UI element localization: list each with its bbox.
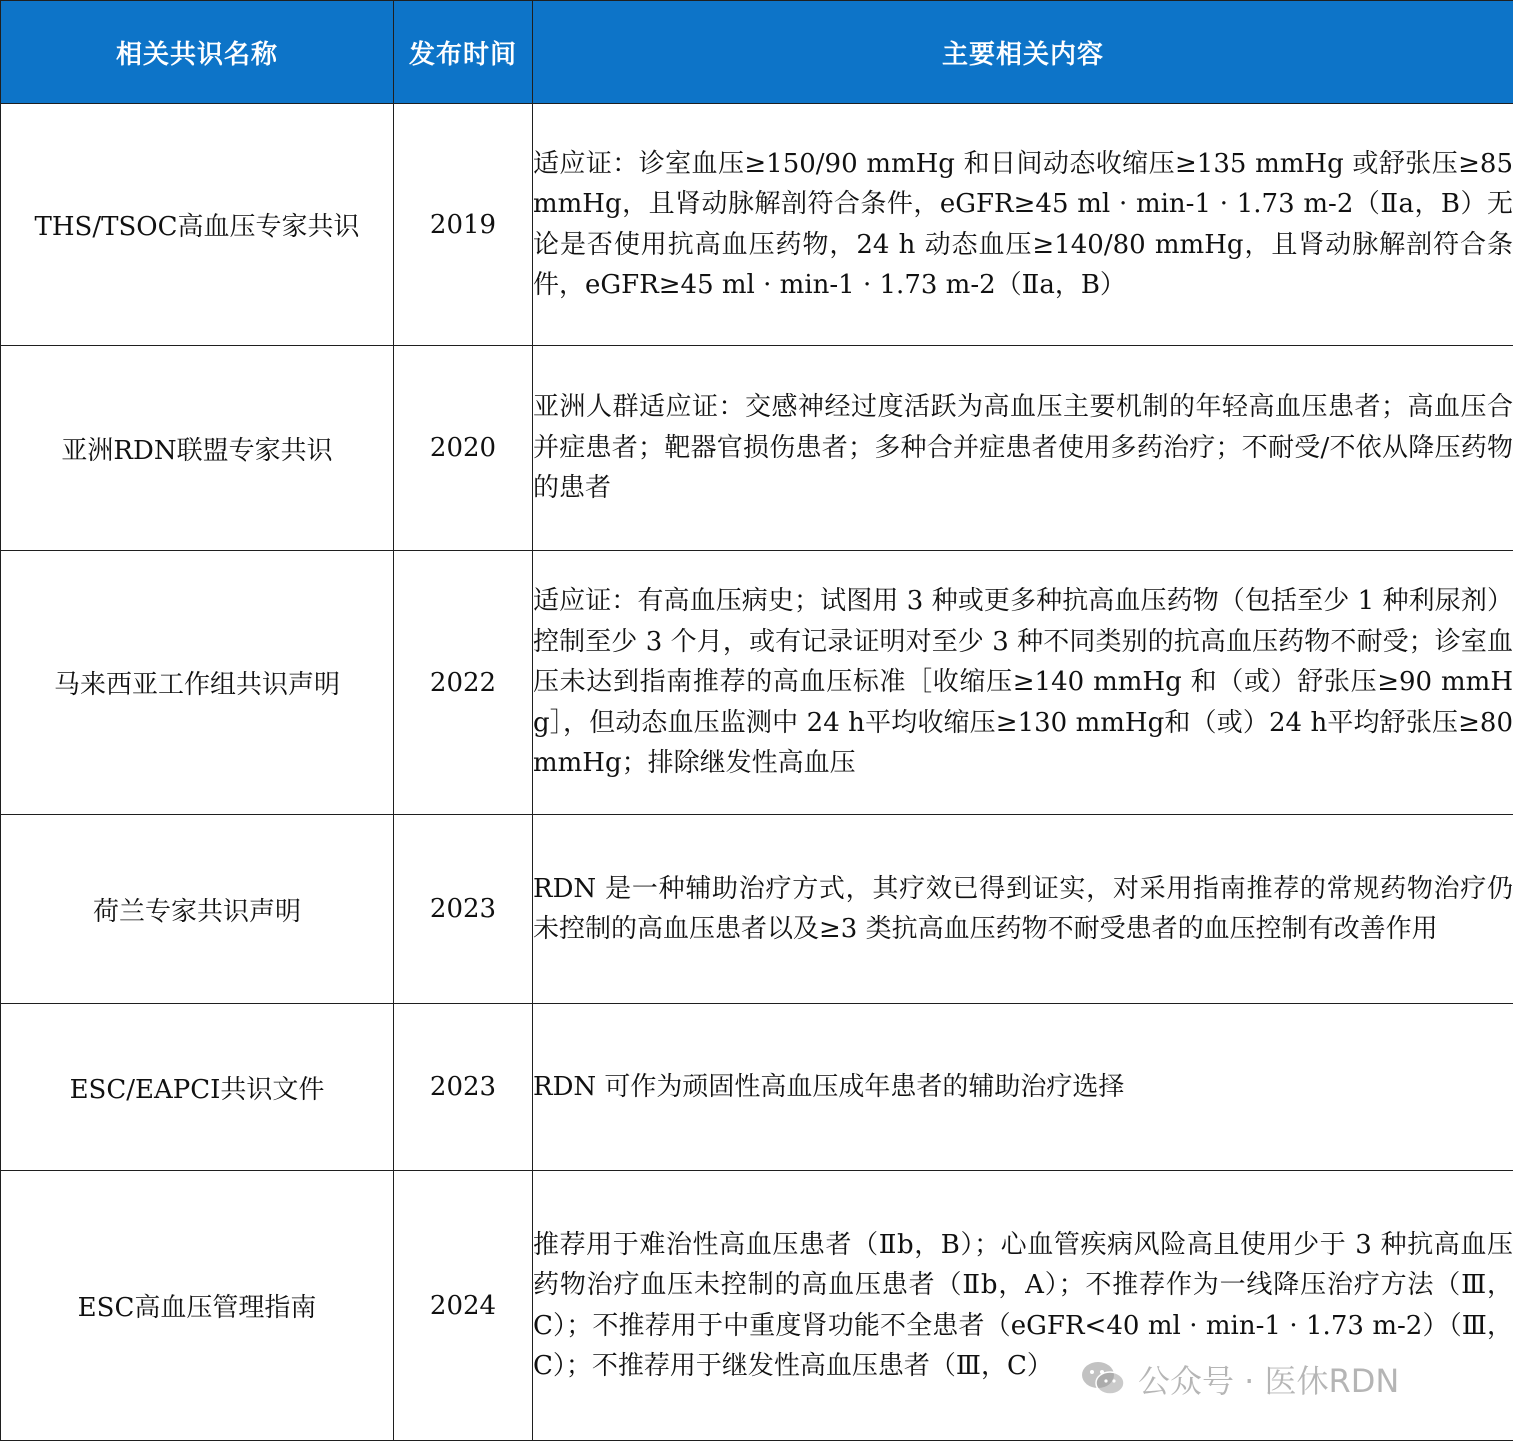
header-row: [1, 1, 1513, 104]
header-release-year: 发布时间: [394, 1, 533, 104]
table-row: [1, 104, 1513, 346]
wechat-icon: [1080, 1359, 1126, 1399]
table-row: [1, 346, 1513, 551]
main-content-cell: RDN 可作为顽固性高血压成年患者的辅助治疗选择: [533, 1004, 1513, 1171]
release-year-cell: 2023: [394, 815, 533, 1004]
header-consensus-name: 相关共识名称: [1, 1, 394, 104]
header-main-content: 主要相关内容: [533, 1, 1513, 104]
consensus-name-cell: 马来西亚工作组共识声明: [1, 551, 394, 815]
consensus-name-cell: ESC/EAPCI共识文件: [1, 1004, 394, 1171]
table-body: [1, 104, 1513, 1441]
main-content-cell: 适应证：诊室血压≥150/90 mmHg 和日间动态收缩压≥135 mmHg 或舒张压≥85 mmHg，且肾动脉解剖符合条件，eGFR≥45 ml · min-1 · 1.73 m-2（Ⅱa，B）无论是否使用抗高血压药物，24 h 动态血压≥140/80 mmHg，且肾动脉解剖符合条件，eGFR≥45 ml · min-1 · 1.73 m-2（Ⅱa，B）: [533, 104, 1513, 346]
main-content-cell: 适应证：有高血压病史；试图用 3 种或更多种抗高血压药物（包括至少 1 种利尿剂）控制至少 3 个月，或有记录证明对至少 3 种不同类别的抗高血压药物不耐受；诊室血压未达到指南推荐的高血压标准［收缩压≥140 mmHg 和（或）舒张压≥90 mmHg］，但动态血压监测中 24 h平均收缩压≥130 mmHg和（或）24 h平均舒张压≥80 mmHg；排除继发性高血压: [533, 551, 1513, 815]
consensus-name-cell: ESC高血压管理指南: [1, 1171, 394, 1441]
table-row: [1, 551, 1513, 815]
watermark-text: 公众号 · 医休RDN: [1138, 1356, 1399, 1402]
watermark: [1080, 1356, 1399, 1402]
main-content-cell: 亚洲人群适应证：交感神经过度活跃为高血压主要机制的年轻高血压患者；高血压合并症患者；靶器官损伤患者；多种合并症患者使用多药治疗；不耐受/不依从降压药物的患者: [533, 346, 1513, 551]
table-header: [1, 1, 1513, 104]
table-row: [1, 815, 1513, 1004]
consensus-name-cell: 亚洲RDN联盟专家共识: [1, 346, 394, 551]
release-year-cell: 2020: [394, 346, 533, 551]
release-year-cell: 2024: [394, 1171, 533, 1441]
main-content-cell: 推荐用于难治性高血压患者（Ⅱb，B）；心血管疾病风险高且使用少于 3 种抗高血压药物治疗血压未控制的高血压患者（Ⅱb，A）；不推荐作为一线降压治疗方法（Ⅲ，C）；不推荐用于中重度肾功能不全患者（eGFR<40 ml · min-1 · 1.73 m-2）（Ⅲ，C）；不推荐用于继发性高血压患者（Ⅲ，C）: [533, 1171, 1513, 1441]
release-year-cell: 2022: [394, 551, 533, 815]
release-year-cell: 2023: [394, 1004, 533, 1171]
consensus-name-cell: 荷兰专家共识声明: [1, 815, 394, 1004]
release-year-cell: 2019: [394, 104, 533, 346]
main-content-cell: RDN 是一种辅助治疗方式，其疗效已得到证实，对采用指南推荐的常规药物治疗仍未控制的高血压患者以及≥3 类抗高血压药物不耐受患者的血压控制有改善作用: [533, 815, 1513, 1004]
table-row: [1, 1004, 1513, 1171]
consensus-name-cell: THS/TSOC高血压专家共识: [1, 104, 394, 346]
